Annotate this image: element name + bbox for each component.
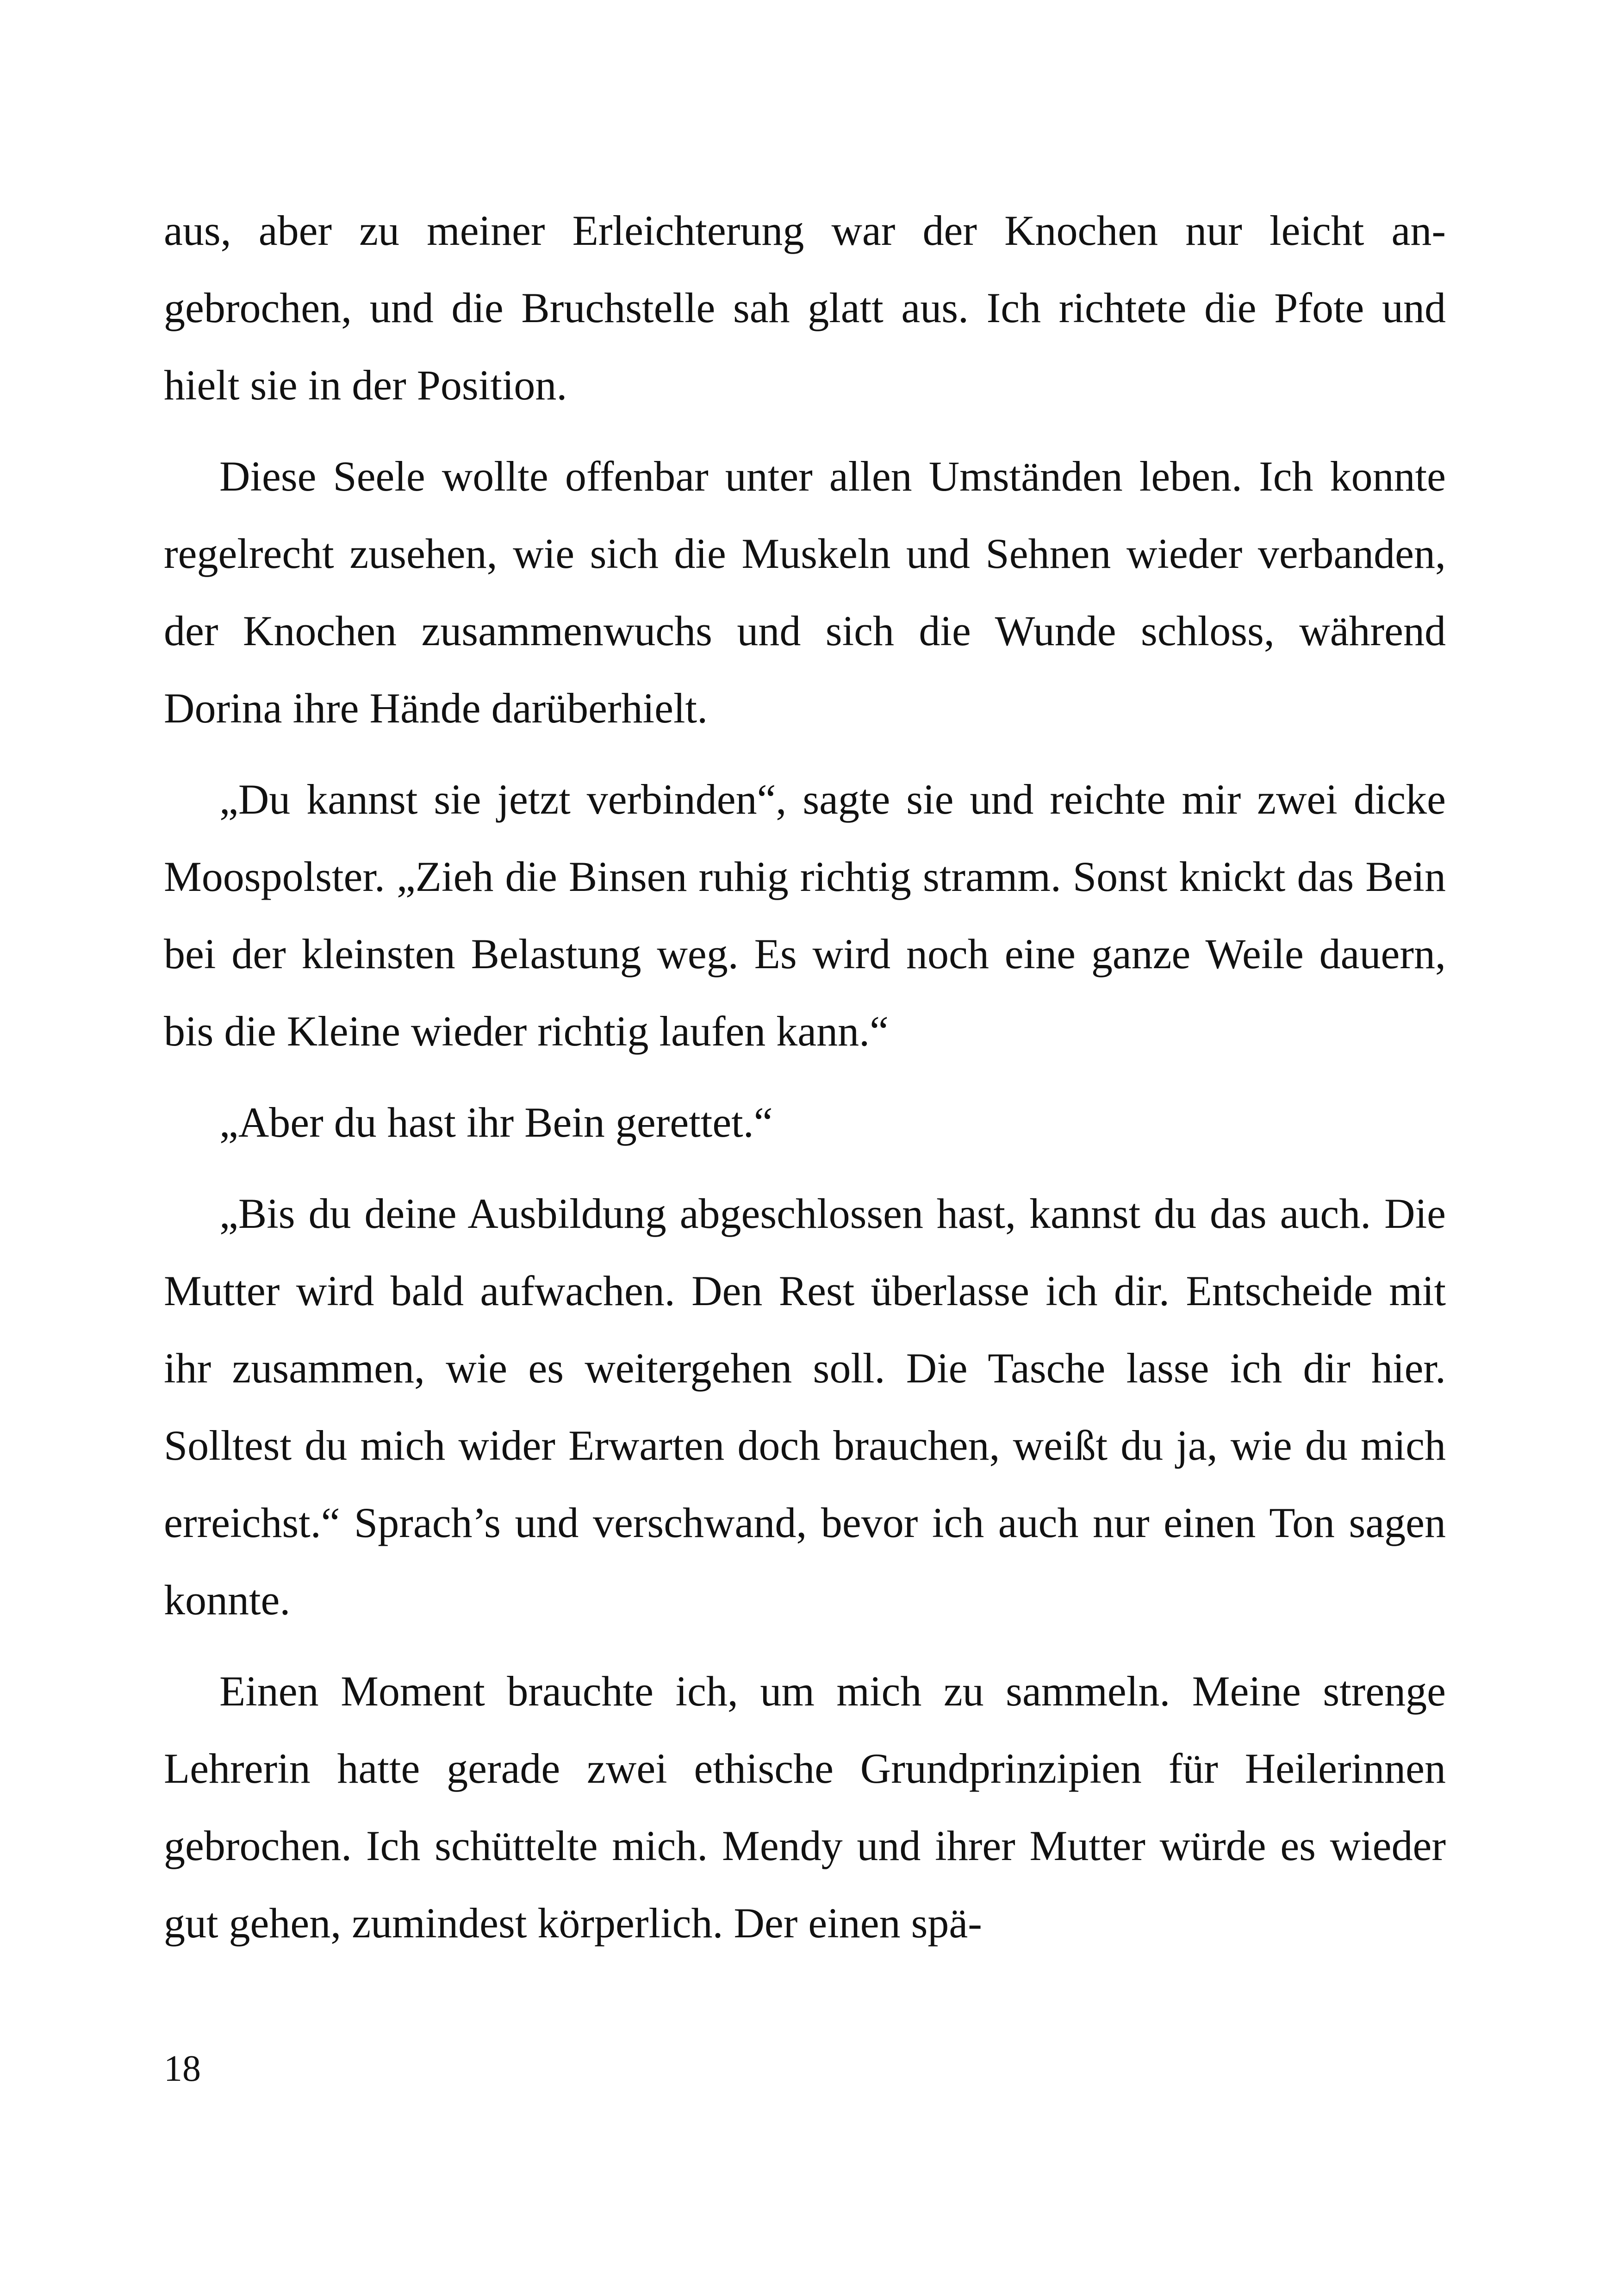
paragraph-5: „Bis du deine Ausbildung abgeschlossen hast, kannst du das auch. Die Mutter wird bald aufwachen. Den Rest überlasse ich dir. Entscheide mit ihr zusammen, wie es weitergehen soll. Die Tasche lasse ich dir hier. Solltest du mich wider Erwarten doch brauchen, weißt du ja, wie du mich erreichst.“ Sprach’s und verschwand, bevor ich auch nur einen Ton sagen konnte.: [164, 1190, 1446, 1624]
body-text: [164, 192, 1446, 1976]
paragraph-1: aus, aber zu meiner Erleichterung war der Knochen nur leicht angebrochen, und die Bruchstelle sah glatt aus. Ich richtete die Pfote und hielt sie in der Position.: [164, 207, 1446, 409]
page-number: 18: [164, 2048, 201, 2089]
paragraph-2: Diese Seele wollte offenbar unter allen Umständen leben. Ich konnte regelrecht zusehen, wie sich die Muskeln und Sehnen wieder verbanden, der Knochen zusammenwuchs und sich die Wunde schloss, während Dorina ihre Hände darüberhielt.: [164, 453, 1446, 732]
paragraph-3: „Du kannst sie jetzt verbinden“, sagte sie und reichte mir zwei dicke Moospolster. „Zieh die Binsen ruhig richtig stramm. Sonst knickt das Bein bei der kleinsten Belastung weg. Es wird noch eine ganze Weile dauern, bis die Kleine wieder richtig laufen kann.“: [164, 776, 1446, 1055]
paragraph-6: Einen Moment brauchte ich, um mich zu sammeln. Meine strenge Lehrerin hatte gerade zwei ethische Grundprinzipien für Heilerinnen gebrochen. Ich schüttelte mich. Mendy und ihrer Mutter würde es wieder gut gehen, zumindest körperlich. Der einen spä-: [164, 1668, 1446, 1947]
paragraph-4: „Aber du hast ihr Bein gerettet.“: [219, 1099, 773, 1146]
